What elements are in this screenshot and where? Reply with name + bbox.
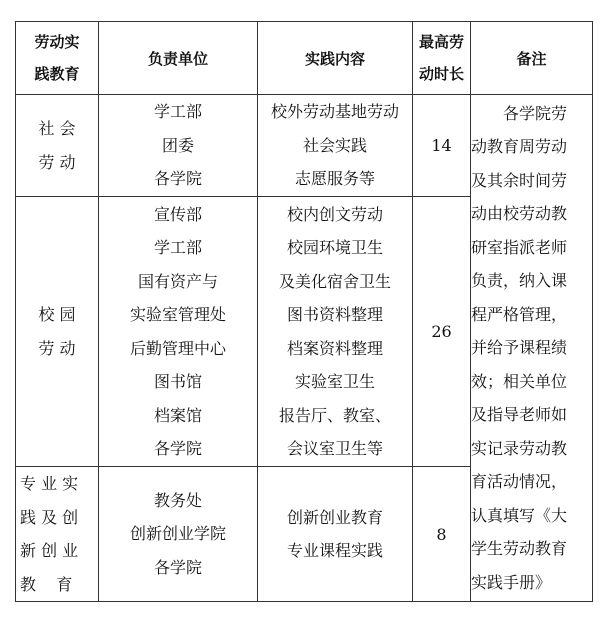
row-contents — [258, 467, 413, 602]
notes-line: 动由校劳动教 — [471, 204, 568, 224]
header-category-line-1: 劳动实 — [34, 33, 80, 51]
header-notes: 备注 — [471, 22, 593, 95]
header-hours-line-2: 动时长 — [418, 65, 464, 83]
content-item: 校外劳动基地劳动 — [270, 102, 399, 122]
notes-line: 认真填写《大 — [471, 505, 568, 525]
row-category — [16, 467, 99, 602]
content-item: 会议室卫生等 — [286, 439, 383, 458]
unit-item: 后勤管理中心 — [129, 338, 226, 358]
row-hours: 8 — [413, 467, 471, 602]
notes-line: 效；相关单位 — [471, 371, 568, 391]
content-item: 校内创文劳动 — [286, 204, 383, 224]
unit-item: 图书馆 — [153, 372, 202, 391]
unit-item: 实验室管理处 — [129, 305, 226, 324]
notes-line: 负责，纳入课 — [471, 271, 568, 291]
row-contents — [258, 95, 413, 197]
row-units — [99, 197, 258, 467]
content-item: 实验室卫生 — [294, 372, 375, 391]
row-hours: 14 — [413, 95, 471, 197]
notes-line: 并给予课程绩 — [471, 338, 568, 358]
notes-line: 育活动情况， — [471, 472, 568, 492]
notes-line: 各学院劳 — [503, 103, 568, 123]
row-category-line: 劳 动 — [38, 152, 76, 172]
unit-item: 教务处 — [153, 490, 202, 510]
header-content: 实践内容 — [258, 22, 413, 95]
header-category-line-2: 践教育 — [34, 65, 80, 83]
notes-line: 研室指派老师 — [471, 237, 568, 257]
row-category-line: 社 会 — [38, 119, 76, 138]
notes-line: 程严格管理， — [471, 304, 568, 324]
row-category-line: 新 创 业 — [20, 541, 79, 560]
unit-item: 国有资产与 — [137, 271, 218, 291]
content-item: 创新创业教育 — [286, 507, 383, 527]
row-category-line: 践 及 创 — [20, 507, 79, 527]
content-item: 社会实践 — [302, 135, 367, 155]
notes-line: 及指导老师如 — [471, 405, 568, 425]
labor-education-table — [15, 21, 593, 602]
notes-line: 实践手册》 — [471, 572, 552, 592]
unit-item: 学工部 — [153, 238, 202, 257]
unit-item: 各学院 — [153, 169, 202, 189]
notes-line: 及其余时间劳 — [471, 170, 568, 190]
content-item: 档案资料整理 — [286, 338, 383, 358]
unit-item: 各学院 — [153, 557, 202, 577]
notes-line: 动教育周劳动 — [471, 137, 568, 157]
row-contents — [258, 197, 413, 467]
notes-line: 学生劳动教育 — [471, 539, 568, 559]
content-item: 图书资料整理 — [286, 305, 383, 324]
table-row-social-labor — [16, 95, 593, 197]
row-category-line: 教 育 — [20, 574, 73, 594]
header-unit: 负责单位 — [99, 22, 258, 95]
content-item: 校园环境卫生 — [286, 238, 383, 257]
row-category — [16, 95, 99, 197]
row-category — [16, 197, 99, 467]
notes-cell — [471, 95, 593, 602]
notes-line: 实记录劳动教 — [471, 438, 568, 458]
row-category-line: 校 园 — [38, 305, 76, 324]
unit-item: 档案馆 — [153, 405, 202, 425]
unit-item: 宣传部 — [153, 204, 202, 224]
row-category-line: 专 业 实 — [20, 474, 79, 493]
content-item: 报告厅、教室、 — [278, 405, 391, 425]
header-hours — [413, 22, 471, 95]
unit-item: 各学院 — [153, 439, 202, 458]
row-units — [99, 467, 258, 602]
content-item: 及美化宿舍卫生 — [278, 271, 391, 291]
content-item: 专业课程实践 — [286, 541, 383, 560]
unit-item: 创新创业学院 — [129, 524, 226, 544]
header-row — [16, 22, 593, 95]
header-category — [16, 22, 99, 95]
unit-item: 团委 — [161, 135, 194, 155]
row-units — [99, 95, 258, 197]
row-category-line: 劳 动 — [38, 338, 76, 358]
content-item: 志愿服务等 — [294, 169, 375, 189]
unit-item: 学工部 — [153, 102, 202, 122]
row-hours: 26 — [413, 197, 471, 467]
header-hours-line-1: 最高劳 — [418, 33, 464, 51]
